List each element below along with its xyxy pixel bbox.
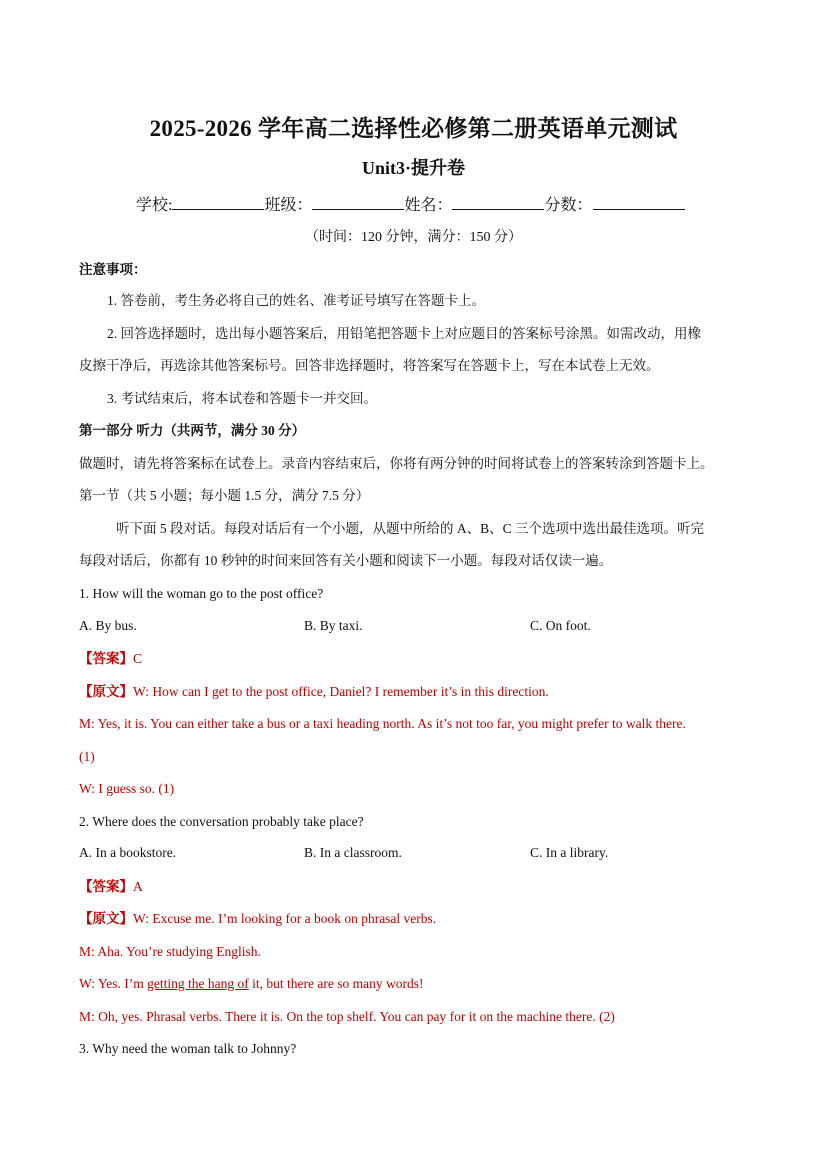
q2-option-b: B. In a classroom. (304, 845, 402, 860)
directions-line-2: 每段对话后，你都有 10 秒钟的时间来回答有关小题和阅读下一小题。每段对话仅读一遍。 (79, 553, 613, 568)
q2-script-text-1: W: Excuse me. I’m looking for a book on phrasal verbs. (133, 911, 437, 926)
q3-question: 3. Why need the woman talk to Johnny? (79, 1041, 297, 1056)
school-blank[interactable] (172, 195, 264, 210)
page-subtitle: Unit3·提升卷 (361, 158, 465, 178)
q2-script-line-2: M: Aha. You’re studying English. (79, 944, 261, 959)
time-info: （时间：120 分钟，满分：150 分） (305, 230, 522, 245)
q1-script-line-3: (1) (79, 749, 95, 764)
q2-script-3-pre: W: Yes. I’m (79, 976, 148, 991)
school-label: 学校: (136, 197, 173, 214)
q2-script-3-post: it, but there are so many words! (248, 976, 424, 991)
q2-answer (79, 878, 143, 896)
q1-option-c: C. On foot. (530, 618, 591, 633)
q2-option-c: C. In a library. (530, 845, 609, 860)
q1-answer-value: C (133, 651, 143, 666)
section1-heading: 第一节（共 5 小题；每小题 1.5 分，满分 7.5 分） (79, 488, 370, 503)
q1-option-a: A. By bus. (79, 618, 137, 633)
q2-answer-value: A (133, 879, 143, 894)
class-label: 班级： (264, 197, 313, 214)
q1-option-b: B. By taxi. (304, 618, 363, 633)
script-tag: 【原文】 (79, 684, 133, 699)
name-label: 姓名： (404, 197, 453, 214)
notes-item-2-line-1: 2. 回答选择题时，选出每小题答案后，用铅笔把答题卡上对应题目的答案标号涂黑。如需改动，用橡 (107, 326, 701, 341)
q1-script-line-1 (79, 683, 549, 701)
q2-script-line-3 (79, 975, 423, 993)
notes-item-2-line-2: 皮擦干净后，再选涂其他答案标号。回答非选择题时，将答案写在答题卡上，写在本试卷上无效。 (79, 358, 660, 373)
name-blank[interactable] (452, 195, 544, 210)
score-label: 分数： (544, 197, 593, 214)
q2-script-line-4: M: Oh, yes. Phrasal verbs. There it is. On the top shelf. You can pay for it on the machine there. (2) (79, 1009, 615, 1024)
notes-item-1: 1. 答卷前，考生务必将自己的姓名、准考证号填写在答题卡上。 (107, 293, 485, 308)
q1-script-line-4: W: I guess so. (1) (79, 781, 175, 796)
q2-option-a: A. In a bookstore. (79, 845, 177, 860)
page-title: 2025-2026 学年高二选择性必修第二册英语单元测试 (149, 116, 678, 141)
student-info-row (136, 192, 685, 215)
script-tag: 【原文】 (79, 911, 133, 926)
part1-instruction: 做题时，请先将答案标在试卷上。录音内容结束后，你将有两分钟的时间将试卷上的答案转涂到答题卡上。 (79, 456, 714, 471)
answer-tag: 【答案】 (79, 651, 133, 666)
notes-item-3: 3. 考试结束后，将本试卷和答题卡一并交回。 (107, 391, 377, 406)
score-blank[interactable] (593, 195, 685, 210)
q2-script-3-underlined: getting the hang of (147, 976, 249, 991)
answer-tag: 【答案】 (79, 879, 133, 894)
q2-script-line-1 (79, 910, 436, 928)
part1-heading: 第一部分 听力（共两节，满分 30 分） (79, 423, 306, 438)
notes-heading: 注意事项： (79, 262, 147, 277)
q1-script-line-2: M: Yes, it is. You can either take a bus or a taxi heading north. As it’s not too far, you might prefer to walk there. (79, 716, 686, 731)
q1-script-text-1: W: How can I get to the post office, Daniel? I remember it’s in this direction. (133, 684, 549, 699)
directions-line-1: 听下面 5 段对话。每段对话后有一个小题，从题中所给的 A、B、C 三个选项中选出最佳选项。听完 (116, 521, 705, 536)
class-blank[interactable] (312, 195, 404, 210)
q1-answer (79, 650, 142, 668)
q1-question: 1. How will the woman go to the post office? (79, 586, 324, 601)
q2-question: 2. Where does the conversation probably take place? (79, 814, 364, 829)
